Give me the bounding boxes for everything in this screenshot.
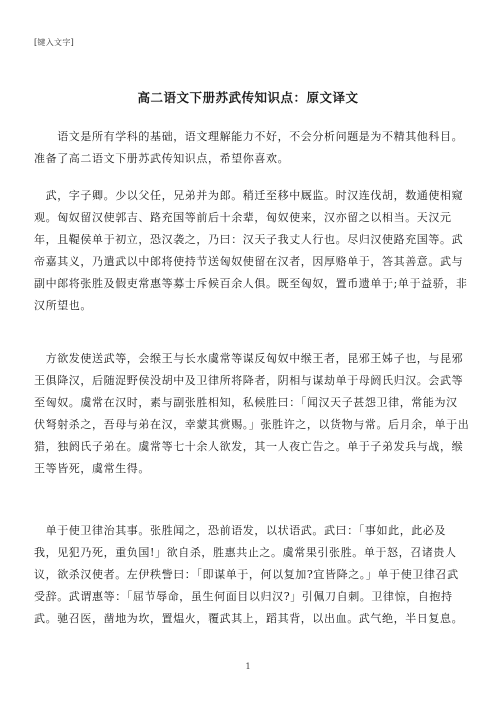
paragraph-line: 语文是所有学科的基础，语文理解能力不好，不会分析问题是为不精其他科目。 bbox=[34, 130, 464, 143]
page-number: 1 bbox=[245, 662, 251, 671]
paragraph-line: 单于使卫律治其事。张胜闻之，恐前语发，以状语武。武曰：「事如此，此必及 bbox=[34, 524, 447, 537]
paragraph-line: 受辞。武谓惠等：「屈节辱命，虽生何面目以归汉?」引佩刀自刺。卫律惊，自抱持 bbox=[34, 590, 453, 603]
text-paragraph-1 bbox=[34, 185, 468, 317]
paragraph-line: 武，字子卿。少以父任，兄弟并为郎。稍迁至移中厩监。时汉连伐胡，数通使相窥 bbox=[34, 189, 464, 202]
paragraph-line: 帝嘉其义，乃遣武以中郎将使持节送匈奴使留在汉者，因厚赂单于，答其善意。武与 bbox=[34, 255, 464, 268]
paragraph-line: 副中郎将张胜及假吏常惠等募士斥候百余人俱。既至匈奴，置币遗单于;单于益骄，非 bbox=[34, 277, 468, 290]
paragraph-line: 准备了高二语文下册苏武传知识点，希望你喜欢。 bbox=[34, 152, 290, 165]
paragraph-line: 方欲发使送武等，会缑王与长水虞常等谋反匈奴中缑王者，昆邪王姊子也，与昆邪 bbox=[34, 352, 464, 365]
paragraph-line: 议，欲杀汉使者。左伊秩訾曰：「即谋单于，何以复加?宜皆降之。」单于使卫律召武 bbox=[34, 568, 459, 581]
text-paragraph-3 bbox=[34, 520, 464, 630]
paragraph-line: 武。驰召医，凿地为坎，置煴火，覆武其上，蹈其背，以出血。武气绝，半日复息。 bbox=[34, 612, 464, 625]
paragraph-line: 汉所望也。 bbox=[34, 299, 92, 312]
document-title: 高二语文下册苏武传知识点：原文译文 bbox=[137, 90, 359, 105]
paragraph-line: 猎，独阏氏子弟在。虞常等七十余人欲发，其一人夜亡告之。单于子弟发兵与战，缑 bbox=[34, 440, 464, 453]
text-paragraph-2 bbox=[34, 348, 470, 480]
paragraph-line: 年，且鞮侯单于初立，恐汉袭之，乃曰：汉天子我丈人行也。尽归汉使路充国等。武 bbox=[34, 233, 464, 246]
intro-paragraph bbox=[34, 126, 464, 170]
header-tag: [键入文字] bbox=[34, 38, 75, 47]
paragraph-line: 伏弩射杀之，吾母与弟在汉，幸蒙其赏赐。」张胜许之，以货物与常。后月余，单于出 bbox=[34, 418, 470, 431]
paragraph-line: 我，见犯乃死，重负国!」欲自杀，胜惠共止之。虞常果引张胜。单于怒，召诸贵人 bbox=[34, 546, 457, 559]
paragraph-line: 王俱降汉，后随浞野侯没胡中及卫律所将降者，阴相与谋劫单于母阏氏归汉。会武等 bbox=[34, 374, 464, 387]
paragraph-line: 至匈奴。虞常在汉时，素与副张胜相知，私候胜曰：「闻汉天子甚怨卫律，常能为汉 bbox=[34, 396, 458, 409]
paragraph-line: 王等皆死，虞常生得。 bbox=[34, 462, 150, 475]
paragraph-line: 观。匈奴留汉使郭吉、路充国等前后十余辈，匈奴使来，汉亦留之以相当。天汉元 bbox=[34, 211, 452, 224]
